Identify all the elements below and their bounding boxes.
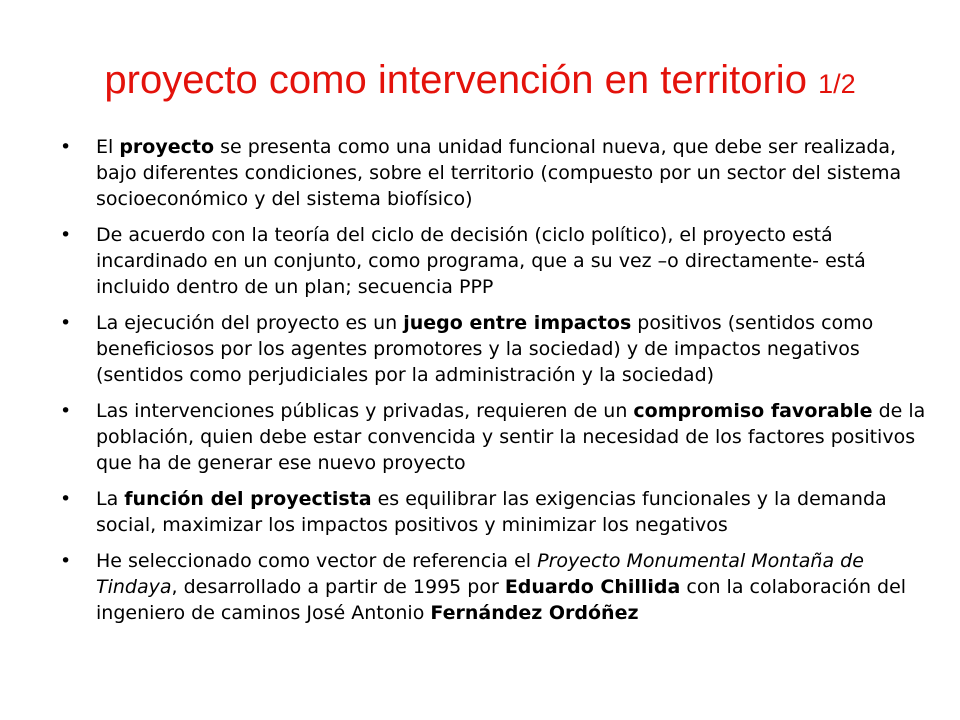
bullet-text-bold: compromiso favorable bbox=[633, 400, 873, 422]
bullet-text-bold: función del proyectista bbox=[124, 488, 372, 510]
bullet-icon: • bbox=[60, 312, 72, 334]
bullet-text: De acuerdo con la teoría del ciclo de decisión (ciclo político), el proyecto está incardinado en un conjunto, como programa, que a su vez –o directamente- está incluido dentro de un plan; secuencia PPP bbox=[96, 224, 866, 298]
bullet-item bbox=[56, 310, 926, 388]
bullet-item bbox=[56, 222, 926, 300]
slide-title bbox=[0, 56, 960, 108]
bullet-icon: • bbox=[60, 136, 72, 158]
bullet-text: positivos (sentidos como beneficiosos por los agentes promotores y la sociedad) y de impactos negativos (sentidos como perjudiciales por la administración y la sociedad) bbox=[96, 312, 874, 386]
bullet-text: La ejecución del proyecto es un bbox=[96, 312, 404, 334]
bullet-text: , desarrollado a partir de 1995 por bbox=[171, 576, 505, 598]
bullet-item bbox=[56, 134, 926, 212]
bullet-text: El bbox=[96, 136, 120, 158]
bullet-text: La bbox=[96, 488, 125, 510]
slide-title-main: proyecto como intervención en territorio bbox=[104, 58, 807, 102]
bullet-icon: • bbox=[60, 550, 72, 572]
bullet-text: Las intervenciones públicas y privadas, requieren de un bbox=[96, 400, 634, 422]
bullet-item bbox=[56, 548, 926, 626]
bullet-item bbox=[56, 398, 926, 476]
slide-page-indicator: 1/2 bbox=[818, 69, 856, 99]
bullet-text: de la población, quien debe estar convencida y sentir la necesidad de los factores positivos que ha de generar ese nuevo proyecto bbox=[96, 400, 926, 474]
bullet-icon: • bbox=[60, 224, 72, 246]
bullet-text: con la colaboración del ingeniero de caminos José Antonio bbox=[96, 576, 907, 624]
bullet-icon: • bbox=[60, 400, 72, 422]
bullet-list bbox=[56, 134, 926, 636]
bullet-text-bold: Fernández Ordóñez bbox=[430, 602, 639, 624]
bullet-item bbox=[56, 486, 926, 538]
bullet-text-bold: Eduardo Chillida bbox=[504, 576, 681, 598]
bullet-text: se presenta como una unidad funcional nueva, que debe ser realizada, bajo diferentes condiciones, sobre el territorio (compuesto por un sector del sistema socioeconómico y del sistema biofísico) bbox=[96, 136, 902, 210]
bullet-text-italic: Proyecto Monumental Montaña de Tindaya bbox=[96, 550, 864, 598]
bullet-text-bold: juego entre impactos bbox=[403, 312, 632, 334]
bullet-text-bold: proyecto bbox=[119, 136, 215, 158]
bullet-text: He seleccionado como vector de referencia el bbox=[96, 550, 538, 572]
bullet-text: es equilibrar las exigencias funcionales y la demanda social, maximizar los impactos positivos y minimizar los negativos bbox=[96, 488, 887, 536]
bullet-icon: • bbox=[60, 488, 72, 510]
